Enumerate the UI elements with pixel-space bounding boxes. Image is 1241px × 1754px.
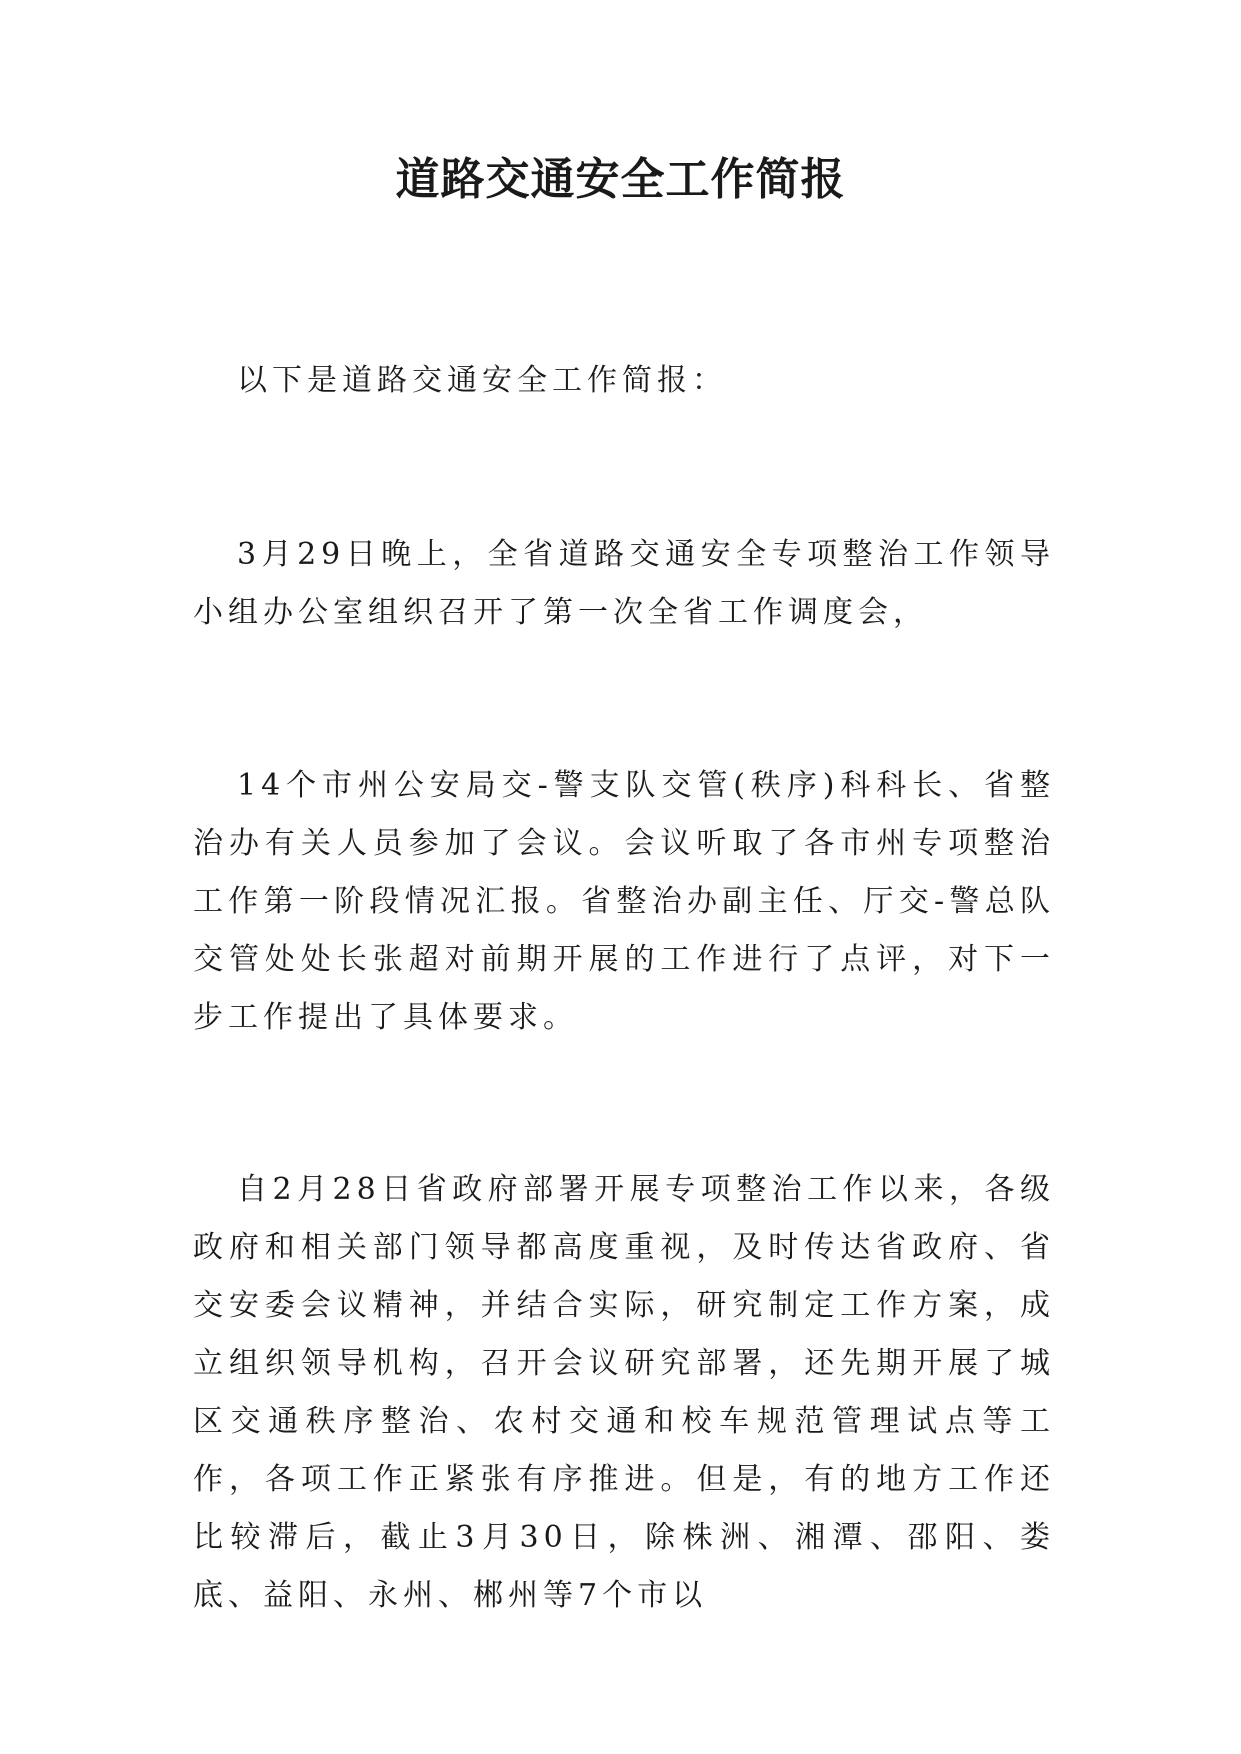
paragraph-intro: 以下是道路交通安全工作简报： [237,363,727,398]
paragraph-meeting: 3月29日晚上，全省道路交通安全专项整治工作领导小组办公室组织召开了第一次全省工作调度会， [193,537,1055,630]
paragraph-attendees: 14个市州公安局交-警支队交管(秩序)科科长、省整治办有关人员参加了会议。会议听取了各市州专项整治工作第一阶段情况汇报。省整治办副主任、厅交-警总队交管处处长张超对前期开展的工作进行了点评，对下一步工作提出了具体要求。 [193,768,1055,1035]
paragraph-progress: 自2月28日省政府部署开展专项整治工作以来，各级政府和相关部门领导都高度重视，及时传达省政府、省交安委会议精神，并结合实际，研究制定工作方案，成立组织领导机构，召开会议研究部署，还先期开展了城区交通秩序整治、农村交通和校车规范管理试点等工作，各项工作正紧张有序推进。但是，有的地方工作还比较滞后，截止3月30日，除株洲、湘潭、邵阳、娄底、益阳、永州、郴州等7个市以 [193,1172,1055,1613]
document-title: 道路交通安全工作简报 [395,154,846,205]
